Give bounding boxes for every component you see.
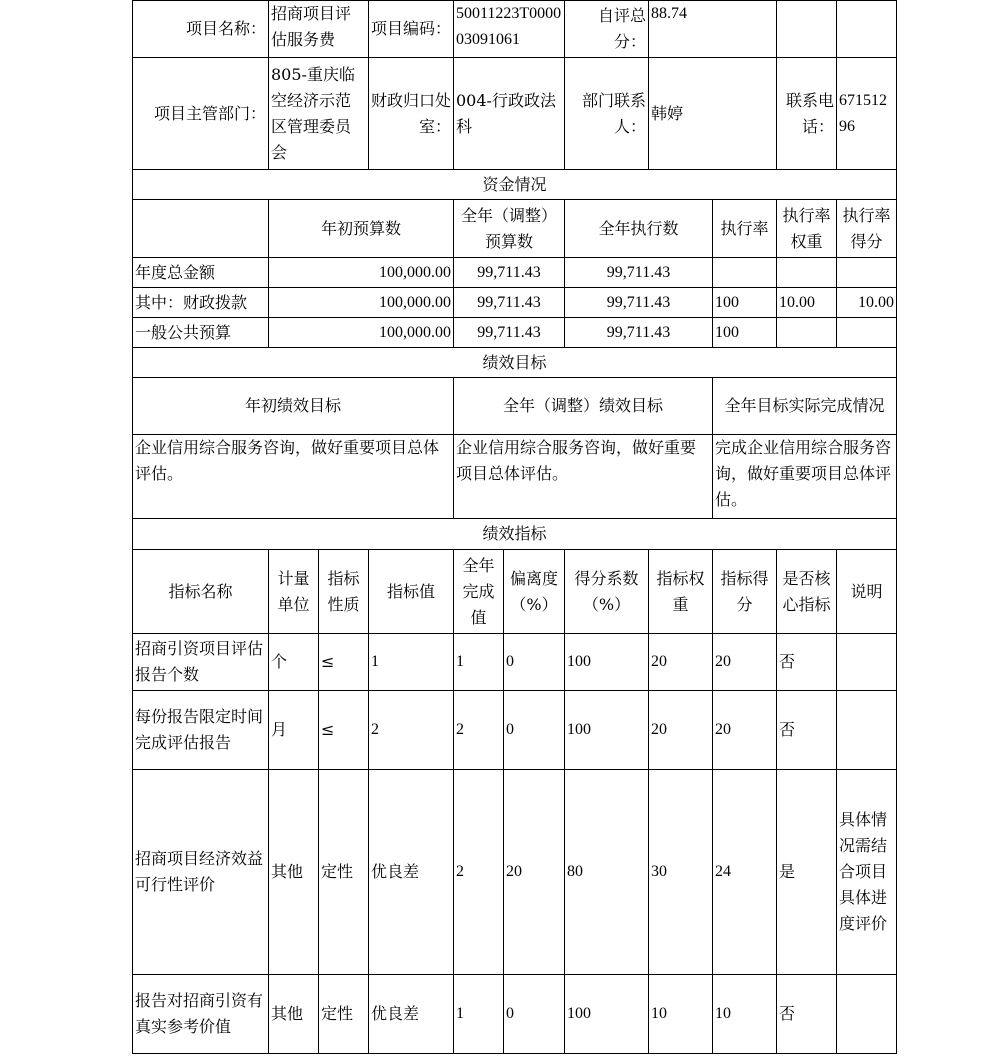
indicator-deviation: 0 [504, 691, 565, 770]
indicator-value: 1 [369, 634, 454, 691]
indicator-note [837, 975, 897, 1054]
goals-initial-value: 企业信用综合服务咨询，做好重要项目总体评估。 [133, 435, 454, 519]
goals-header-row [133, 378, 897, 435]
indicator-value: 2 [369, 691, 454, 770]
funds-row-score [837, 318, 897, 348]
indicator-row [133, 634, 897, 691]
funds-row-adjusted: 99,711.43 [454, 288, 565, 318]
funds-row-executed: 99,711.43 [565, 288, 713, 318]
indicator-header-unit: 计量单位 [269, 550, 319, 634]
funds-header-weight: 执行率权重 [777, 200, 837, 258]
indicator-row [133, 975, 897, 1054]
indicator-header-name: 指标名称 [133, 550, 269, 634]
header-row-1 [133, 1, 897, 58]
indicator-header-weight: 指标权重 [649, 550, 713, 634]
goals-value-row [133, 435, 897, 519]
indicator-coefficient: 100 [565, 634, 649, 691]
indicator-weight: 20 [649, 634, 713, 691]
indicator-header-value: 指标值 [369, 550, 454, 634]
indicator-nature: 定性 [319, 770, 369, 975]
funds-section-title: 资金情况 [133, 170, 897, 200]
contact-label: 部门联系人： [565, 58, 649, 170]
indicator-note: 具体情况需结合项目具体进度评价 [837, 770, 897, 975]
indicator-row [133, 770, 897, 975]
indicator-core: 否 [777, 975, 837, 1054]
funds-row-initial: 100,000.00 [269, 288, 454, 318]
goals-section-title: 绩效目标 [133, 348, 897, 378]
indicator-weight: 10 [649, 975, 713, 1054]
indicator-header-core: 是否核心指标 [777, 550, 837, 634]
funds-header-executed: 全年执行数 [565, 200, 713, 258]
indicator-core: 否 [777, 634, 837, 691]
funds-row [133, 318, 897, 348]
funds-row-rate [713, 258, 777, 288]
indicator-unit: 月 [269, 691, 319, 770]
funds-row [133, 258, 897, 288]
indicator-nature: 定性 [319, 975, 369, 1054]
project-code-value: 50011223T000003091061 [454, 1, 565, 58]
goals-header-actual: 全年目标实际完成情况 [713, 378, 897, 435]
funds-row-rate: 100 [713, 318, 777, 348]
funds-header-rate: 执行率 [713, 200, 777, 258]
indicator-header-note: 说明 [837, 550, 897, 634]
project-name-label: 项目名称： [133, 1, 269, 58]
indicator-coefficient: 100 [565, 691, 649, 770]
indicator-header-nature: 指标性质 [319, 550, 369, 634]
indicator-score: 20 [713, 634, 777, 691]
indicator-done: 2 [454, 691, 504, 770]
indicators-section-title: 绩效指标 [133, 519, 897, 550]
funds-row-initial: 100,000.00 [269, 318, 454, 348]
indicator-name: 报告对招商引资有真实参考价值 [133, 975, 269, 1054]
funds-row-adjusted: 99,711.43 [454, 318, 565, 348]
funds-header-row [133, 200, 897, 258]
goals-actual-value: 完成企业信用综合服务咨询，做好重要项目总体评估。 [713, 435, 897, 519]
indicator-done: 2 [454, 770, 504, 975]
funds-row-label: 一般公共预算 [133, 318, 269, 348]
indicator-deviation: 20 [504, 770, 565, 975]
phone-value: 67151296 [837, 58, 897, 170]
funds-row-weight [777, 318, 837, 348]
indicators-title-row [133, 519, 897, 550]
indicator-header-score: 指标得分 [713, 550, 777, 634]
header-row-2 [133, 58, 897, 170]
indicator-header-deviation: 偏离度（%） [504, 550, 565, 634]
indicator-header-coefficient: 得分系数（%） [565, 550, 649, 634]
indicator-score: 24 [713, 770, 777, 975]
self-score-value: 88.74 [649, 1, 777, 58]
indicator-done: 1 [454, 975, 504, 1054]
phone-label: 联系电话： [777, 58, 837, 170]
indicator-nature: ≤ [319, 691, 369, 770]
indicator-done: 1 [454, 634, 504, 691]
funds-row-executed: 99,711.43 [565, 318, 713, 348]
indicator-nature: ≤ [319, 634, 369, 691]
funds-row-score [837, 258, 897, 288]
indicator-deviation: 0 [504, 634, 565, 691]
funds-row-executed: 99,711.43 [565, 258, 713, 288]
indicator-core: 否 [777, 691, 837, 770]
indicator-header-done: 全年完成值 [454, 550, 504, 634]
funds-title-row [133, 170, 897, 200]
funds-row-rate: 100 [713, 288, 777, 318]
contact-value: 韩婷 [649, 58, 777, 170]
indicator-name: 招商项目经济效益可行性评价 [133, 770, 269, 975]
finance-value: 004-行政政法科 [454, 58, 565, 170]
funds-row-weight: 10.00 [777, 288, 837, 318]
empty-cell [837, 1, 897, 58]
indicator-name: 每份报告限定时间完成评估报告 [133, 691, 269, 770]
indicator-weight: 20 [649, 691, 713, 770]
project-name-value: 招商项目评估服务费 [269, 1, 369, 58]
indicator-row [133, 691, 897, 770]
goals-header-initial: 年初绩效目标 [133, 378, 454, 435]
dept-value: 805-重庆临空经济示范区管理委员会 [269, 58, 369, 170]
empty-cell [133, 200, 269, 258]
indicator-core: 是 [777, 770, 837, 975]
indicator-unit: 个 [269, 634, 319, 691]
indicator-value: 优良差 [369, 975, 454, 1054]
funds-header-initial: 年初预算数 [269, 200, 454, 258]
indicator-unit: 其他 [269, 770, 319, 975]
funds-header-score: 执行率得分 [837, 200, 897, 258]
finance-label: 财政归口处室： [369, 58, 454, 170]
indicator-coefficient: 100 [565, 975, 649, 1054]
funds-row-label: 年度总金额 [133, 258, 269, 288]
goals-header-adjusted: 全年（调整）绩效目标 [454, 378, 713, 435]
funds-row-weight [777, 258, 837, 288]
self-score-label: 自评总分： [565, 1, 649, 58]
goals-adjusted-value: 企业信用综合服务咨询，做好重要项目总体评估。 [454, 435, 713, 519]
goals-title-row [133, 348, 897, 378]
indicators-header-row [133, 550, 897, 634]
indicator-weight: 30 [649, 770, 713, 975]
funds-row-initial: 100,000.00 [269, 258, 454, 288]
funds-row-adjusted: 99,711.43 [454, 258, 565, 288]
indicator-name: 招商引资项目评估报告个数 [133, 634, 269, 691]
project-code-label: 项目编码： [369, 1, 454, 58]
empty-cell [777, 1, 837, 58]
funds-header-adjusted: 全年（调整）预算数 [454, 200, 565, 258]
funds-row [133, 288, 897, 318]
indicator-coefficient: 80 [565, 770, 649, 975]
indicator-score: 20 [713, 691, 777, 770]
performance-self-evaluation-table [132, 0, 897, 1054]
indicator-value: 优良差 [369, 770, 454, 975]
indicator-note [837, 634, 897, 691]
indicator-deviation: 0 [504, 975, 565, 1054]
indicator-score: 10 [713, 975, 777, 1054]
indicator-unit: 其他 [269, 975, 319, 1054]
indicator-note [837, 691, 897, 770]
dept-label: 项目主管部门： [133, 58, 269, 170]
funds-row-score: 10.00 [837, 288, 897, 318]
funds-row-label: 其中：财政拨款 [133, 288, 269, 318]
